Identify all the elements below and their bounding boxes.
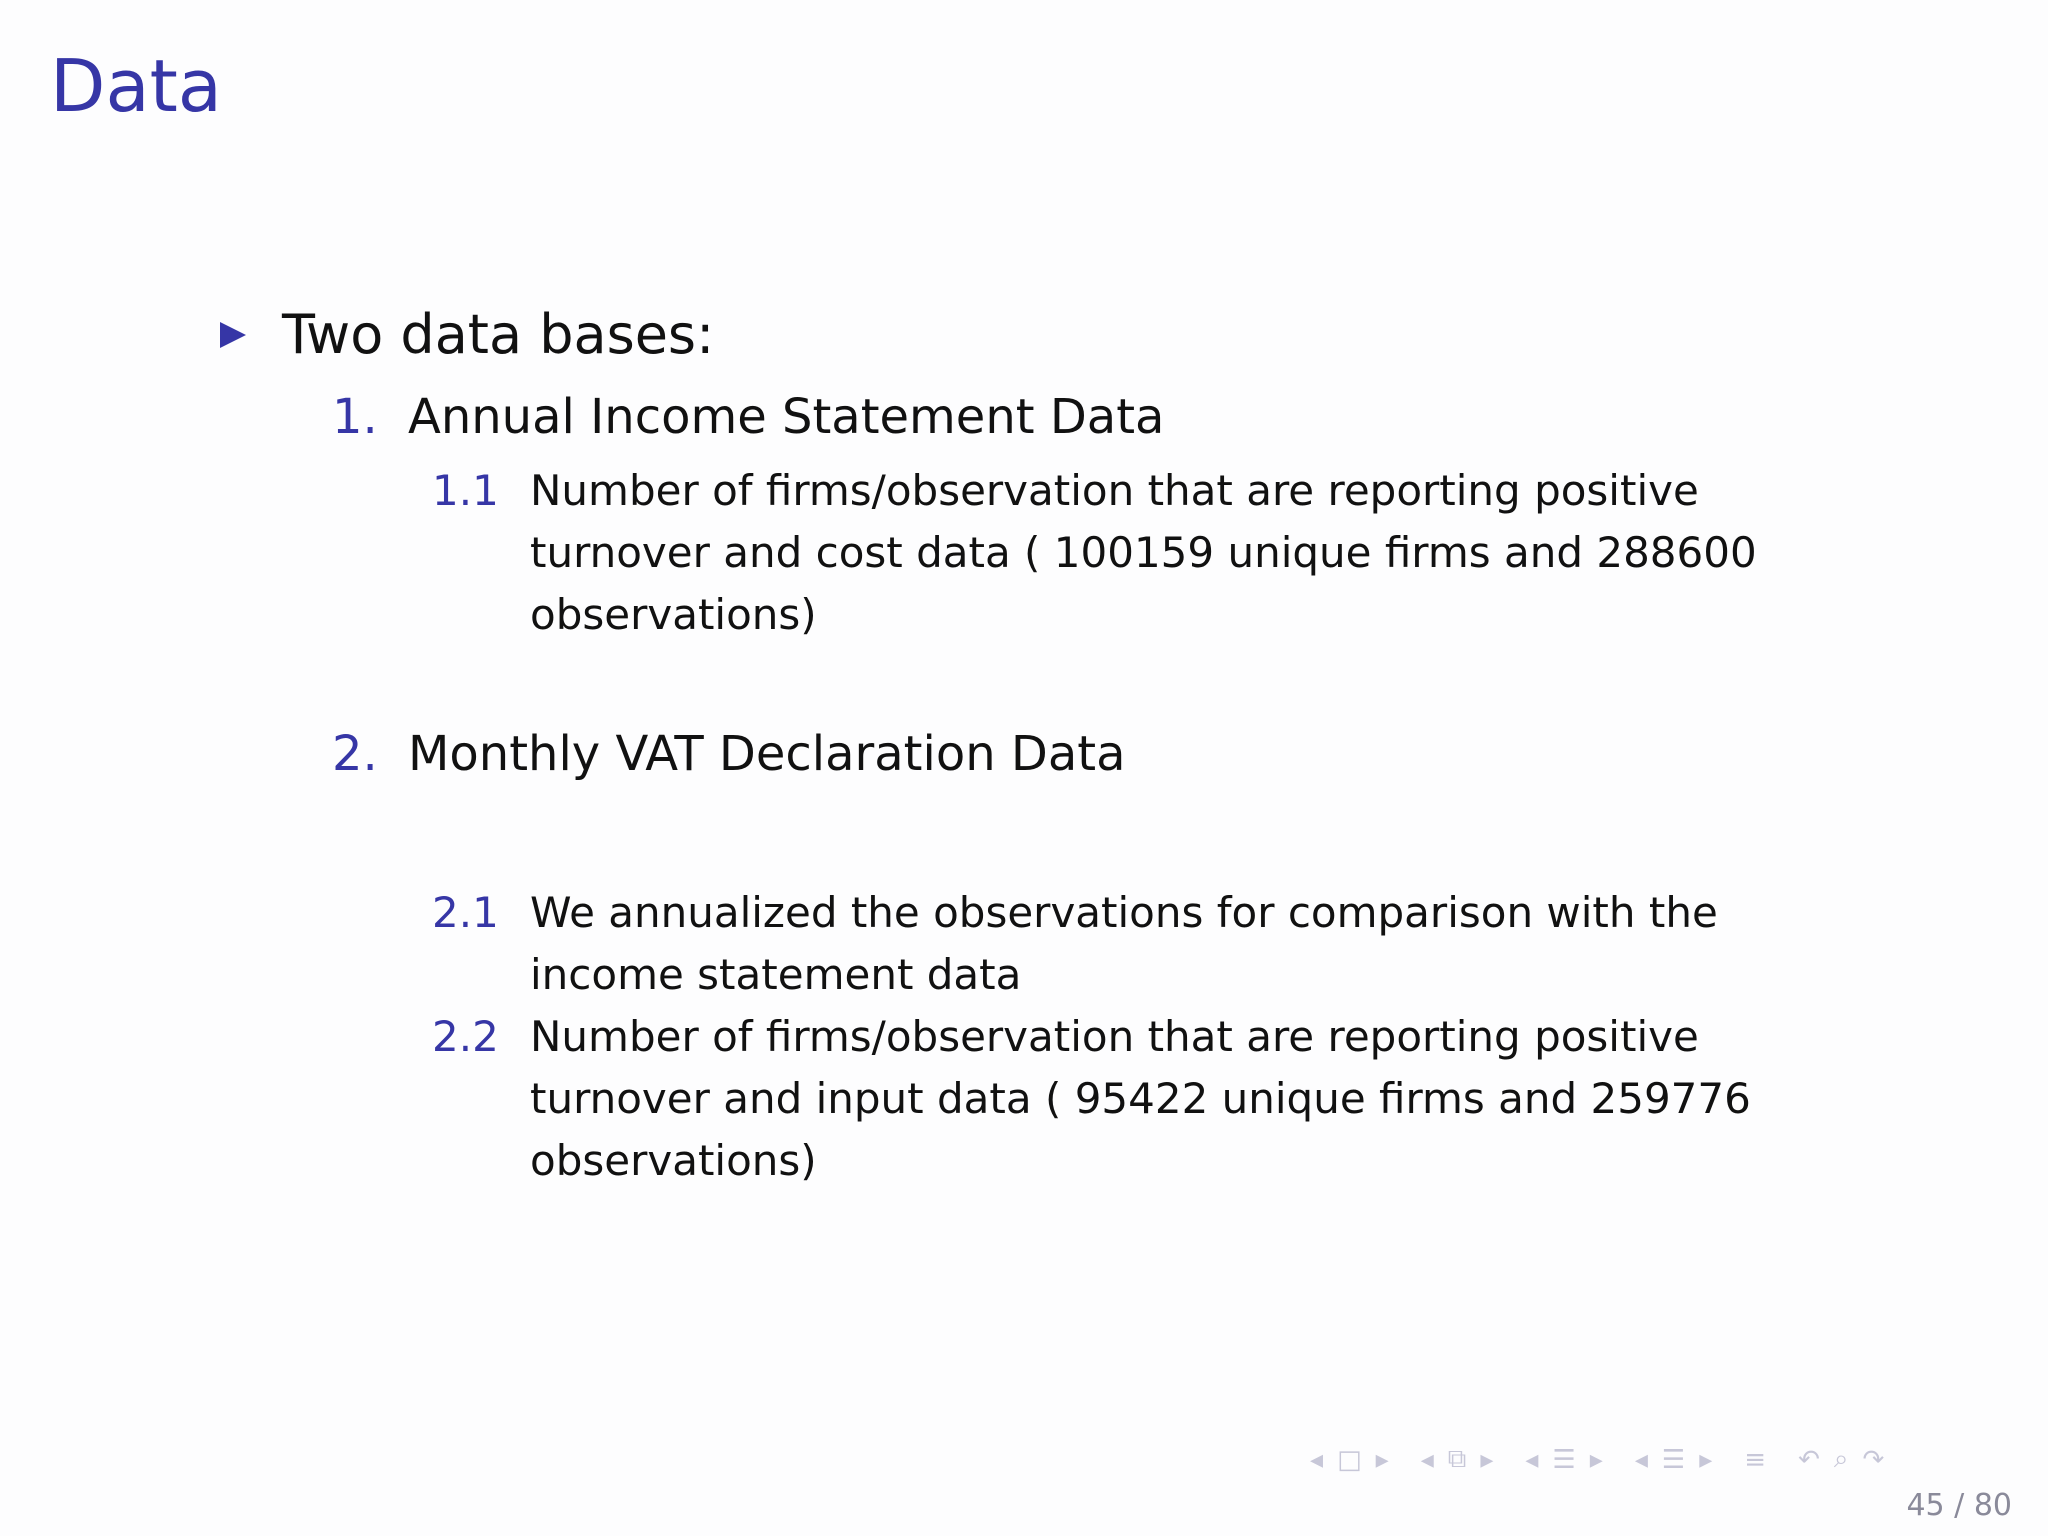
triangle-bullet-icon: [220, 322, 246, 348]
redo-icon[interactable]: ↷: [1862, 1444, 1885, 1475]
next-arrow-icon[interactable]: ▸: [1699, 1444, 1713, 1475]
frame-icon[interactable]: □: [1337, 1444, 1362, 1475]
subitem-text-1-1: Number of firms/observation that are reporting positive turnover and cost data ( 100159 unique firms and 288600 observations): [530, 466, 1757, 639]
prev-arrow-icon[interactable]: ◂: [1634, 1444, 1648, 1475]
bullet-text: Two data bases:: [282, 303, 715, 366]
bullet-item: [220, 303, 715, 366]
enum-label-1: Annual Income Statement Data: [408, 389, 1165, 445]
enum-label-2: Monthly VAT Declaration Data: [408, 726, 1126, 782]
prev-arrow-icon[interactable]: ◂: [1525, 1444, 1539, 1475]
enum-number-1: 1.: [332, 389, 378, 445]
section-icon[interactable]: ☰: [1552, 1444, 1576, 1475]
subitem-number-2-1: 2.1: [432, 888, 499, 937]
zoom-icon[interactable]: ⌕: [1833, 1444, 1849, 1474]
page-number: 45 / 80: [1906, 1488, 2012, 1523]
subitem-text-2-1: We annualized the observations for comparison with the income statement data: [530, 888, 1718, 999]
prev-arrow-icon[interactable]: ◂: [1310, 1444, 1324, 1475]
slide-title: Data: [50, 44, 222, 128]
subsection-icon[interactable]: ⧉: [1447, 1444, 1467, 1474]
subitem-number-1-1: 1.1: [432, 466, 499, 515]
next-arrow-icon[interactable]: ▸: [1589, 1444, 1603, 1475]
prev-arrow-icon[interactable]: ◂: [1420, 1444, 1434, 1475]
next-arrow-icon[interactable]: ▸: [1480, 1444, 1494, 1475]
align-icon[interactable]: ≡: [1744, 1444, 1767, 1475]
subitem-number-2-2: 2.2: [432, 1012, 499, 1061]
next-arrow-icon[interactable]: ▸: [1375, 1444, 1389, 1475]
subitem-text-2-2: Number of firms/observation that are reporting positive turnover and input data ( 95422 unique firms and 259776 observations): [530, 1012, 1751, 1185]
enum-number-2: 2.: [332, 726, 378, 782]
section-icon[interactable]: ☰: [1661, 1444, 1686, 1475]
undo-icon[interactable]: ↶: [1798, 1444, 1820, 1475]
navigation-bar: [1310, 1444, 1898, 1475]
